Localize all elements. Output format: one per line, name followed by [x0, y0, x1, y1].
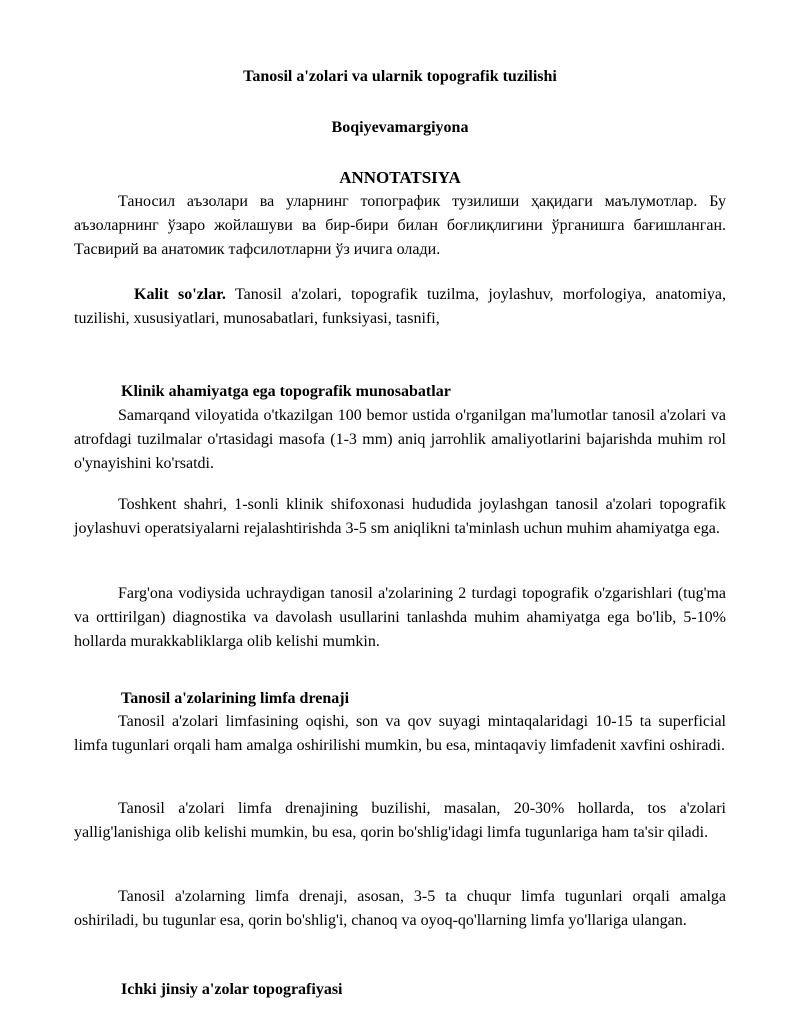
- keywords-text: Tanosil a'zolari, topografik tuzilma, joylashuv, morfologiya, anatomiya, tuzilishi, xususiyatlari, munosabatlari, funksiyasi, tasnifi,: [74, 286, 726, 327]
- clinical-paragraph-2: Toshkent shahri, 1-sonli klinik shifoxonasi hududida joylashgan tanosil a'zolari topografik joylashuvi operatsiyalarni rejalashtirishda 3-5 sm aniqlikni ta'minlash uchun muhim ahamiyatga ega.: [74, 496, 726, 537]
- section-heading-lymph: Tanosil a'zolarining limfa drenaji: [121, 690, 350, 707]
- lymph-paragraph-1: Tanosil a'zolari limfasining oqishi, son va qov suyagi mintaqalaridagi 10-15 ta superficial limfa tugunlari orqali ham amalga oshirilishi mumkin, bu esa, mintaqaviy limfadenit xavfini oshiradi.: [74, 713, 726, 754]
- document-title: Tanosil a'zolari va ularnik topografik tuzilishi: [243, 68, 557, 85]
- lymph-paragraph-3: Tanosil a'zolarning limfa drenaji, asosan, 3-5 ta chuqur limfa tugunlari orqali amalga oshiriladi, bu tugunlar esa, qorin bo'shlig'i, chanoq va oyoq-qo'llarning limfa yo'llariga ulangan.: [74, 888, 726, 929]
- lymph-paragraph-2: Tanosil a'zolari limfa drenajining buzilishi, masalan, 20-30% hollarda, tos a'zolari yallig'lanishiga olib kelishi mumkin, bu esa, qorin bo'shlig'idagi limfa tugunlariga ham ta'sir qiladi.: [74, 800, 726, 841]
- section-heading-internal: Ichki jinsiy a'zolar topografiyasi: [121, 981, 343, 998]
- author-name: Boqiyevamargiyona: [331, 119, 469, 136]
- clinical-paragraph-1: Samarqand viloyatida o'tkazilgan 100 bemor ustida o'rganilgan ma'lumotlar tanosil a'zolari va atrofdagi tuzilmalar o'rtasidagi masofa (1-3 mm) aniq jarrohlik amaliyotlarini bajarishda muhim rol o'ynayishini ko'rsatdi.: [74, 407, 726, 472]
- annotation-paragraph: Таносил аъзолари ва уларнинг топографик тузилиши ҳақидаги маълумотлар. Бу аъзоларнинг ўзаро жойлашуви ва бир-бири билан боғлиқлигини ўрганишга бағишланган. Тасвирий ва анатомик тафсилотларни ўз ичига олади.: [74, 193, 726, 258]
- keywords-label: Kalit so'zlar.: [134, 286, 226, 303]
- clinical-paragraph-3: Farg'ona vodiysida uchraydigan tanosil a'zolarining 2 turdagi topografik o'zgarishlari (tug'ma va orttirilgan) diagnostika va davolash usullarini tanlashda muhim ahamiyatga ega bo'lib, 5-10% hollarda murakkabliklarga olib kelishi mumkin.: [74, 585, 726, 650]
- annotation-heading: ANNOTATSIYA: [339, 168, 461, 187]
- section-heading-clinical: Klinik ahamiyatga ega topografik munosabatlar: [121, 383, 451, 400]
- keywords-paragraph: [74, 283, 726, 331]
